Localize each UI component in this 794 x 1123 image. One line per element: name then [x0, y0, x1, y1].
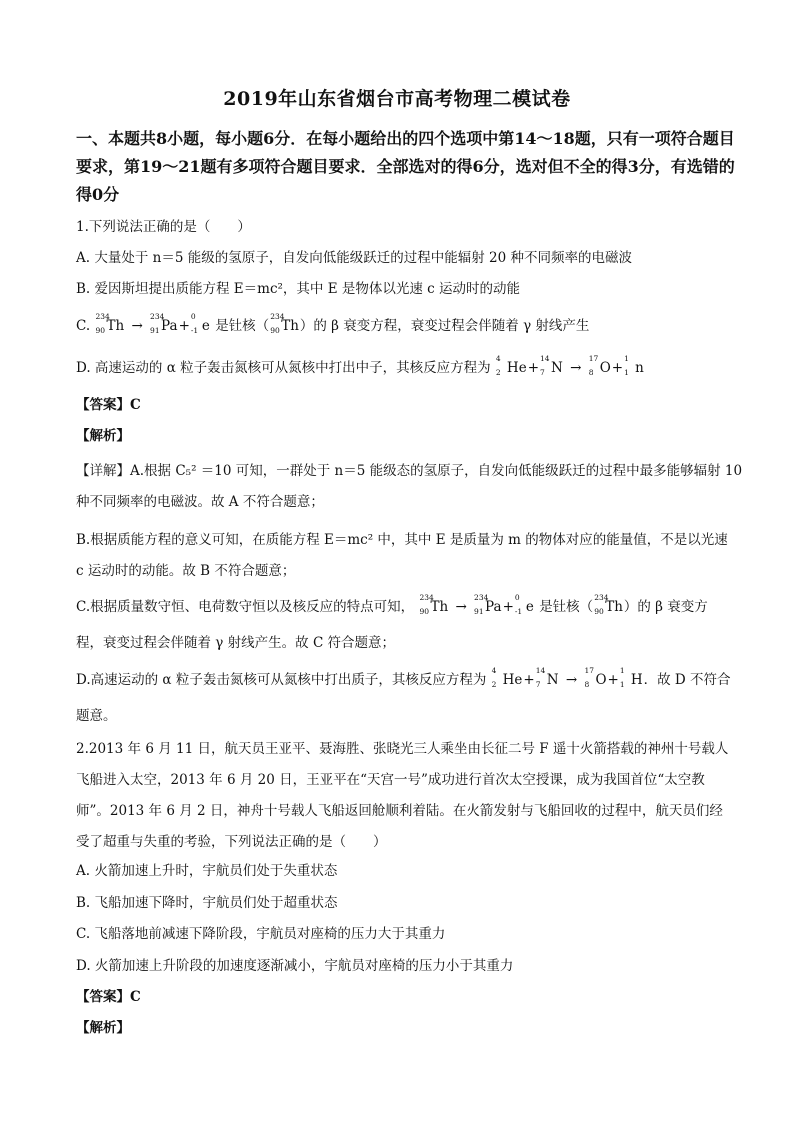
nuclide-e: 0 -1 e	[190, 311, 210, 335]
section-header: 一、本题共8小题，每小题6分．在每小题给出的四个选项中第14～18题，只有一项符合题目要求，第19～21题有多项符合题目要求．全部选对的得6分，选对但不全的得3分，有选错的得0分	[76, 129, 735, 204]
q1-detail-d-2: 题意。	[76, 708, 117, 724]
nuclide-th-4: 234 90 Th	[594, 592, 623, 616]
nuclide-o-2: 17 8 O	[584, 665, 607, 689]
nuclide-n: 14 7 N	[540, 353, 563, 377]
q1-option-b: B. 爱因斯坦提出质能方程 E＝mc²，其中 E 是物体以光速 c 运动时的动能	[76, 281, 521, 297]
nuclide-neutron: 1 1 n	[624, 353, 644, 377]
arrow-icon: →	[455, 599, 467, 615]
page-title: 2019年山东省烟台市高考物理二模试卷	[223, 88, 571, 110]
nuclide-o: 17 8 O	[588, 353, 611, 377]
arrow-icon: →	[565, 672, 578, 688]
q1-analysis-label: 【解析】	[76, 428, 130, 444]
q1-detail-d-1: D.高速运动的 α 粒子轰击氮核可从氮核中打出质子，其核反应方程为 4 2 He+ 14 7 N → 17 8 O+ 1 1 H．故 D 不符合	[76, 665, 731, 689]
q1-detail-c-2: 程，衰变过程会伴随着 γ 射线产生。故 C 符合题意；	[76, 635, 396, 651]
q1-option-d: D. 高速运动的 α 粒子轰击氮核可从氮核中打出中子，其核反应方程为 4 2 He+ 14 7 N → 17 8 O+ 1 1 n	[76, 353, 644, 377]
q1-stem: 1.下列说法正确的是（ ）	[76, 219, 251, 235]
q1-detail-b-2: c 运动时的动能。故 B 不符合题意；	[76, 563, 296, 579]
q1-option-c-prefix: C.	[76, 318, 91, 334]
arrow-icon: →	[570, 360, 582, 376]
q2-option-a: A. 火箭加速上升时，宇航员们处于失重状态	[76, 863, 338, 879]
q2-answer: 【答案】C	[76, 989, 141, 1005]
q1-option-c: C. 234 90 Th → 234 91 Pa+ 0 -1 e 是钍核（ 234 90 Th）的 β 衰变方程，衰变过程会伴随着 γ 射线产生	[76, 311, 590, 335]
q2-option-d: D. 火箭加速上升阶段的加速度逐渐减小，宇航员对座椅的压力小于其重力	[76, 958, 514, 974]
q1-detail-a-2: 种不同频率的电磁波。故 A 不符合题意；	[76, 494, 324, 510]
nuclide-th-3: 234 90 Th	[419, 592, 449, 616]
q2-option-c: C. 飞船落地前减速下降阶段，宇航员对座椅的压力大于其重力	[76, 926, 446, 942]
nuclide-h: 1 1 H	[619, 665, 643, 689]
nuclide-pa: 234 91 Pa	[150, 311, 178, 335]
q1-detail-b-1: B.根据质能方程的意义可知，在质能方程 E＝mc² 中，其中 E 是质量为 m 的物体对应的能量值，不是以光速	[76, 532, 728, 548]
q1-answer: 【答案】C	[76, 397, 141, 413]
q1-option-a: A. 大量处于 n＝5 能级的氢原子，自发向低能级跃迁的过程中能辐射 20 种不同频率的电磁波	[76, 250, 632, 266]
nuclide-th: 234 90 Th	[95, 311, 125, 335]
nuclide-th-2: 234 90 Th	[270, 311, 299, 335]
nuclide-n-2: 14 7 N	[535, 665, 559, 689]
nuclide-e-2: 0 -1 e	[514, 592, 534, 616]
arrow-icon: →	[131, 318, 143, 334]
q1-detail-c-1: C.根据质量数守恒、电荷数守恒以及核反应的特点可知， 234 90 Th → 234 91 Pa+ 0 -1 e 是钍核（ 234 90 Th）的 β 衰变方	[76, 592, 708, 616]
nuclide-he: 4 2 He	[495, 353, 527, 377]
q1-detail-a-1: 【详解】A.根据 C₅² ＝10 可知，一群处于 n＝5 能级态的氢原子，自发向低能级跃迁的过程中最多能够辐射 10	[76, 463, 743, 479]
q2-stem: 2.2013 年 6 月 11 日，航天员王亚平、聂海胜、张晓光三人乘坐由长征二号 F 遥十火箭搭载的神州十号载人飞船进入太空，2013 年 6 月 20 日，王亚平在“天宫一号”成功进行首次太空授课，成为我国首位“太空教师”。2013 年 6 月 2 日，神舟十号载人飞船返回舱顺利着陆。在火箭发射与飞船回收的过程中，航天员们经受了超重与失重的考验，下列说法正确的是（ ）	[76, 741, 729, 850]
nuclide-pa-2: 234 91 Pa	[474, 592, 502, 616]
nuclide-he-2: 4 2 He	[491, 665, 523, 689]
q2-analysis-label: 【解析】	[76, 1020, 130, 1036]
q2-option-b: B. 飞船加速下降时，宇航员们处于超重状态	[76, 895, 338, 911]
